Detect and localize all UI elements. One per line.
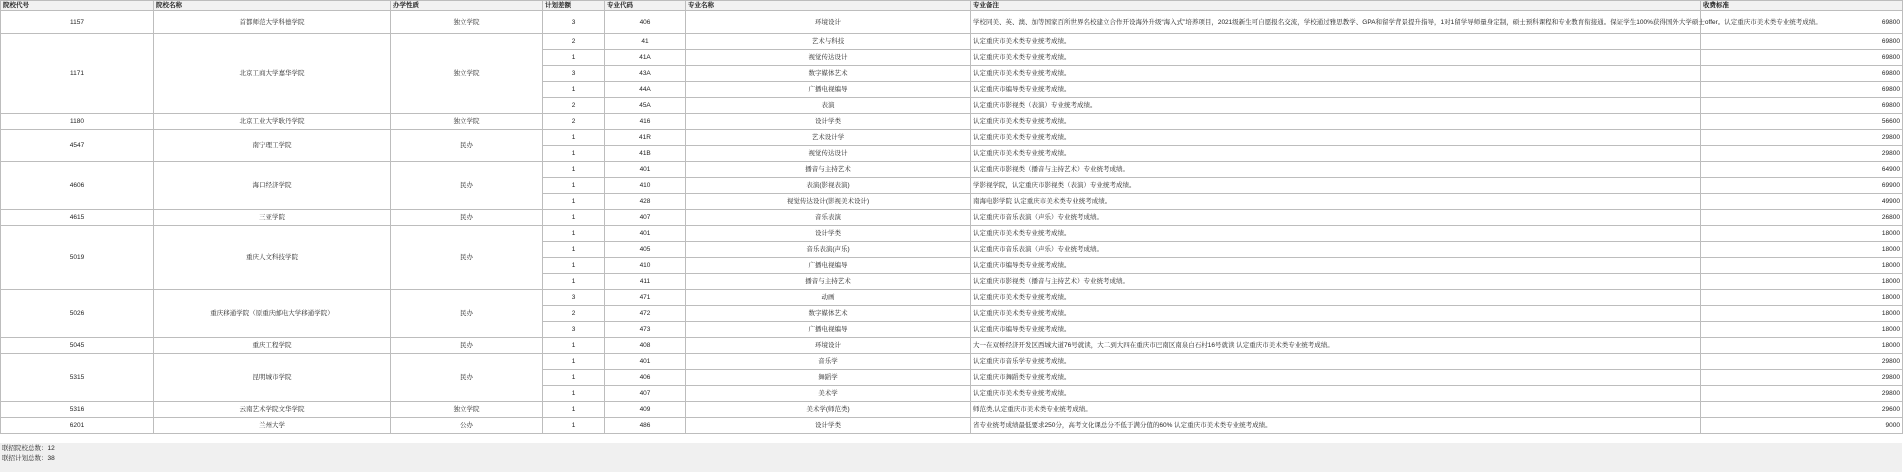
plan-count-cell: 1: [543, 226, 605, 242]
school-code-cell: 4606: [1, 162, 154, 210]
major-code-cell: 471: [605, 290, 686, 306]
tuition-cell: 18000: [1701, 322, 1903, 338]
school-type-cell: 独立学院: [391, 114, 543, 130]
plan-count-cell: 1: [543, 242, 605, 258]
header-school-type[interactable]: 办学性质: [391, 1, 543, 11]
major-code-cell: 409: [605, 402, 686, 418]
major-name-cell: 视觉传达设计: [686, 50, 971, 66]
school-type-cell: 民办: [391, 354, 543, 402]
tuition-cell: 29800: [1701, 146, 1903, 162]
major-code-cell: 486: [605, 418, 686, 434]
major-note-cell: 南海电影学院 认定重庆市美术类专业统考成绩。: [971, 194, 1701, 210]
major-code-cell: 428: [605, 194, 686, 210]
tuition-cell: 64900: [1701, 162, 1903, 178]
table-row: [1, 402, 1903, 418]
tuition-cell: 69800: [1701, 98, 1903, 114]
total-schools: 联招院校总数：12: [2, 445, 55, 452]
major-code-cell: 406: [605, 370, 686, 386]
major-code-cell: 411: [605, 274, 686, 290]
table-row: [1, 226, 1903, 242]
plan-count-cell: 1: [543, 130, 605, 146]
major-name-cell: 环境设计: [686, 338, 971, 354]
major-code-cell: 472: [605, 306, 686, 322]
plan-count-cell: 3: [543, 322, 605, 338]
tuition-cell: 29800: [1701, 386, 1903, 402]
major-name-cell: 音乐学: [686, 354, 971, 370]
table-row: [1, 418, 1903, 434]
tuition-cell: 69800: [1701, 34, 1903, 50]
school-name-cell: 昆明城市学院: [154, 354, 391, 402]
major-code-cell: 45A: [605, 98, 686, 114]
tuition-cell: 56600: [1701, 114, 1903, 130]
table-header-row: [1, 1, 1903, 11]
school-name-cell: 北京工业大学耿丹学院: [154, 114, 391, 130]
tuition-cell: 18000: [1701, 242, 1903, 258]
major-note-cell: 认定重庆市美术类专业统考成绩。: [971, 386, 1701, 402]
school-code-cell: 5026: [1, 290, 154, 338]
major-note-cell: 认定重庆市美术类专业统考成绩。: [971, 114, 1701, 130]
major-name-cell: 音乐表演: [686, 210, 971, 226]
plan-count-cell: 1: [543, 338, 605, 354]
plan-count-cell: 1: [543, 402, 605, 418]
major-note-cell: 认定重庆市美术类专业统考成绩。: [971, 50, 1701, 66]
major-name-cell: 设计学类: [686, 418, 971, 434]
major-code-cell: 44A: [605, 82, 686, 98]
major-code-cell: 410: [605, 258, 686, 274]
school-type-cell: 民办: [391, 290, 543, 338]
major-name-cell: 广播电视编导: [686, 322, 971, 338]
major-note-cell: 省专业统考成绩最低要求250分，高考文化课总分不低于满分值的60% 认定重庆市美术类专业统考成绩。: [971, 418, 1701, 434]
major-name-cell: 舞蹈学: [686, 370, 971, 386]
major-code-cell: 473: [605, 322, 686, 338]
major-name-cell: 美术学: [686, 386, 971, 402]
tuition-cell: 9000: [1701, 418, 1903, 434]
school-type-cell: 民办: [391, 338, 543, 354]
plan-count-cell: 1: [543, 274, 605, 290]
major-code-cell: 41R: [605, 130, 686, 146]
header-major-code[interactable]: 专业代码: [605, 1, 686, 11]
major-code-cell: 41B: [605, 146, 686, 162]
plan-count-cell: 2: [543, 306, 605, 322]
tuition-cell: 29800: [1701, 370, 1903, 386]
table-row: [1, 162, 1903, 178]
school-type-cell: 民办: [391, 130, 543, 162]
major-code-cell: 410: [605, 178, 686, 194]
tuition-cell: 29600: [1701, 402, 1903, 418]
major-note-cell: 认定重庆市美术类专业统考成绩。: [971, 34, 1701, 50]
plan-count-cell: 1: [543, 418, 605, 434]
school-type-cell: 民办: [391, 210, 543, 226]
tuition-cell: 29800: [1701, 354, 1903, 370]
school-code-cell: 6201: [1, 418, 154, 434]
major-code-cell: 41A: [605, 50, 686, 66]
school-name-cell: 南宁理工学院: [154, 130, 391, 162]
plan-count-cell: 1: [543, 82, 605, 98]
major-code-cell: 407: [605, 386, 686, 402]
plan-count-cell: 1: [543, 162, 605, 178]
major-name-cell: 播音与主持艺术: [686, 274, 971, 290]
major-name-cell: 艺术设计学: [686, 130, 971, 146]
school-name-cell: 北京工商大学嘉华学院: [154, 34, 391, 114]
header-school-code[interactable]: 院校代号: [1, 1, 154, 11]
school-code-cell: 5316: [1, 402, 154, 418]
major-note-cell: 学校同美、英、澳、加等国家百所世界名校建立合作开设海外升级“海入式”培养项目，2021级新生可自愿报名交流，学校通过雅思教学、GPA和留学背景提升指导，1对1留学导师量身定制，硕士预科课程和专业教育衔接通。保证学生100%获得国外大学硕士offer。认定重庆市美术类专业统考成绩。: [971, 11, 1701, 34]
header-major-note[interactable]: 专业备注: [971, 1, 1701, 11]
school-name-cell: 三亚学院: [154, 210, 391, 226]
major-note-cell: 认定重庆市音乐表演（声乐）专业统考成绩。: [971, 242, 1701, 258]
tuition-cell: 18000: [1701, 290, 1903, 306]
tuition-cell: 18000: [1701, 258, 1903, 274]
plan-count-cell: 1: [543, 386, 605, 402]
tuition-cell: 18000: [1701, 306, 1903, 322]
major-name-cell: 数字媒体艺术: [686, 66, 971, 82]
tuition-cell: 18000: [1701, 338, 1903, 354]
major-note-cell: 师范类,认定重庆市美术类专业统考成绩。: [971, 402, 1701, 418]
school-code-cell: 5045: [1, 338, 154, 354]
school-name-cell: 云南艺术学院文华学院: [154, 402, 391, 418]
major-note-cell: 认定重庆市编导类专业统考成绩。: [971, 258, 1701, 274]
major-note-cell: 认定重庆市美术类专业统考成绩。: [971, 290, 1701, 306]
major-code-cell: 405: [605, 242, 686, 258]
table-row: [1, 130, 1903, 146]
tuition-cell: 26800: [1701, 210, 1903, 226]
table-row: [1, 114, 1903, 130]
major-name-cell: 动画: [686, 290, 971, 306]
plan-count-cell: 2: [543, 98, 605, 114]
plan-count-cell: 1: [543, 370, 605, 386]
major-code-cell: 401: [605, 226, 686, 242]
table-row: [1, 34, 1903, 50]
header-school-name[interactable]: 院校名称: [154, 1, 391, 11]
school-type-cell: 独立学院: [391, 11, 543, 34]
major-note-cell: 认定重庆市影视类（播音与主持艺术）专业统考成绩。: [971, 162, 1701, 178]
major-name-cell: 环境设计: [686, 11, 971, 34]
header-major-name[interactable]: 专业名称: [686, 1, 971, 11]
plan-count-cell: 1: [543, 50, 605, 66]
major-note-cell: 认定重庆市美术类专业统考成绩。: [971, 146, 1701, 162]
major-note-cell: 认定重庆市美术类专业统考成绩。: [971, 66, 1701, 82]
major-note-cell: 认定重庆市编导类专业统考成绩。: [971, 322, 1701, 338]
plan-count-cell: 3: [543, 11, 605, 34]
school-code-cell: 5019: [1, 226, 154, 290]
major-name-cell: 数字媒体艺术: [686, 306, 971, 322]
major-name-cell: 表演: [686, 98, 971, 114]
major-name-cell: 表演(影视表演): [686, 178, 971, 194]
major-note-cell: 认定重庆市舞蹈类专业统考成绩。: [971, 370, 1701, 386]
school-type-cell: 民办: [391, 162, 543, 210]
school-name-cell: 兰州大学: [154, 418, 391, 434]
school-code-cell: 1157: [1, 11, 154, 34]
plan-count-cell: 1: [543, 178, 605, 194]
plan-count-cell: 3: [543, 290, 605, 306]
major-note-cell: 认定重庆市编导类专业统考成绩。: [971, 82, 1701, 98]
table-row: [1, 11, 1903, 34]
major-name-cell: 设计学类: [686, 226, 971, 242]
major-name-cell: 广播电视编导: [686, 258, 971, 274]
school-type-cell: 民办: [391, 226, 543, 290]
header-plan-count[interactable]: 计划差额: [543, 1, 605, 11]
major-note-cell: 认定重庆市影视类（表演）专业统考成绩。: [971, 98, 1701, 114]
tuition-cell: 18000: [1701, 274, 1903, 290]
major-name-cell: 音乐表演(声乐): [686, 242, 971, 258]
major-code-cell: 41: [605, 34, 686, 50]
tuition-cell: 69800: [1701, 50, 1903, 66]
major-name-cell: 视觉传达设计: [686, 146, 971, 162]
major-note-cell: 学影视学院，认定重庆市影视类（表演）专业统考成绩。: [971, 178, 1701, 194]
school-name-cell: 重庆工程学院: [154, 338, 391, 354]
school-type-cell: 独立学院: [391, 402, 543, 418]
major-name-cell: 视觉传达设计(影视美术设计): [686, 194, 971, 210]
school-code-cell: 4547: [1, 130, 154, 162]
major-code-cell: 416: [605, 114, 686, 130]
tuition-cell: 69800: [1701, 66, 1903, 82]
plan-count-cell: 1: [543, 146, 605, 162]
major-name-cell: 美术学(师范类): [686, 402, 971, 418]
tuition-cell: 18000: [1701, 226, 1903, 242]
major-name-cell: 广播电视编导: [686, 82, 971, 98]
major-code-cell: 401: [605, 354, 686, 370]
major-name-cell: 设计学类: [686, 114, 971, 130]
major-note-cell: 认定重庆市美术类专业统考成绩。: [971, 130, 1701, 146]
tuition-cell: 69900: [1701, 178, 1903, 194]
major-code-cell: 401: [605, 162, 686, 178]
tuition-cell: 49900: [1701, 194, 1903, 210]
tuition-cell: 69800: [1701, 82, 1903, 98]
major-note-cell: 认定重庆市音乐表演（声乐）专业统考成绩。: [971, 210, 1701, 226]
school-code-cell: 1171: [1, 34, 154, 114]
school-type-cell: 公办: [391, 418, 543, 434]
table-row: [1, 210, 1903, 226]
plan-count-cell: 1: [543, 210, 605, 226]
plan-count-cell: 3: [543, 66, 605, 82]
school-name-cell: 重庆人文科技学院: [154, 226, 391, 290]
tuition-cell: 29800: [1701, 130, 1903, 146]
major-name-cell: 播音与主持艺术: [686, 162, 971, 178]
major-note-cell: 认定重庆市影视类（播音与主持艺术）专业统考成绩。: [971, 274, 1701, 290]
table-footer: [0, 443, 1902, 472]
school-type-cell: 独立学院: [391, 34, 543, 114]
major-code-cell: 406: [605, 11, 686, 34]
major-code-cell: 408: [605, 338, 686, 354]
major-name-cell: 艺术与科技: [686, 34, 971, 50]
plan-count-cell: 1: [543, 194, 605, 210]
table-row: [1, 354, 1903, 370]
table-row: [1, 290, 1903, 306]
total-plan: 联招计划总数：38: [2, 455, 55, 462]
major-note-cell: 大一在双桥经济开发区西城大道76号就读，大二到大四在重庆市巴南区南泉白石村16号就读 认定重庆市美术类专业统考成绩。: [971, 338, 1701, 354]
major-note-cell: 认定重庆市美术类专业统考成绩。: [971, 306, 1701, 322]
plan-count-cell: 1: [543, 258, 605, 274]
school-code-cell: 5315: [1, 354, 154, 402]
plan-count-cell: 2: [543, 34, 605, 50]
school-code-cell: 4615: [1, 210, 154, 226]
major-note-cell: 认定重庆市美术类专业统考成绩。: [971, 226, 1701, 242]
tuition-cell: 69800: [1701, 11, 1903, 34]
plan-count-cell: 1: [543, 354, 605, 370]
school-name-cell: 海口经济学院: [154, 162, 391, 210]
major-note-cell: 认定重庆市音乐学专业统考成绩。: [971, 354, 1701, 370]
major-code-cell: 407: [605, 210, 686, 226]
major-code-cell: 43A: [605, 66, 686, 82]
table-row: [1, 338, 1903, 354]
school-code-cell: 1180: [1, 114, 154, 130]
school-name-cell: 首都师范大学科德学院: [154, 11, 391, 34]
header-tuition[interactable]: 收费标准: [1701, 1, 1903, 11]
plan-count-cell: 2: [543, 114, 605, 130]
school-name-cell: 重庆移通学院（原重庆邮电大学移通学院）: [154, 290, 391, 338]
